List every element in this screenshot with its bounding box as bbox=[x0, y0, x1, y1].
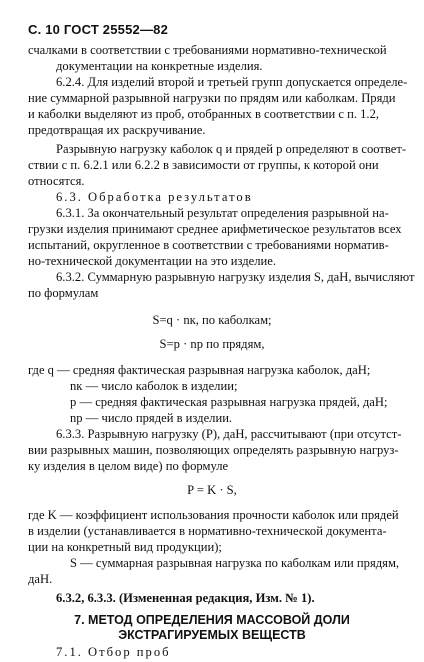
text-line: 6.2.4. Для изделий второй и третьей групп допускается определе- bbox=[56, 75, 408, 89]
text-line: где q — средняя фактическая разрывная нагрузка каболок, даН; bbox=[28, 363, 371, 377]
text-line: ние суммарной разрывной нагрузки по прядям или каболкам. Пряди bbox=[28, 91, 396, 105]
amendment-note: 6.3.2, 6.3.3. (Измененная редакция, Изм. № 1). bbox=[56, 591, 315, 605]
text-line: и каболки выделяют из проб, отобранных в соответствии с п. 1.2, bbox=[28, 107, 380, 121]
text-line: 6.3.2. Суммарную разрывную нагрузку изделия S, даН, вычисляют bbox=[56, 270, 415, 284]
text-line: относятся. bbox=[28, 174, 85, 188]
text-line: даН. bbox=[28, 572, 53, 586]
text-line: ции на конкретный вид продукции); bbox=[28, 540, 222, 554]
formula: S=q · nк, по каболкам; bbox=[152, 313, 272, 327]
text-line: 6.3.3. Разрывную нагрузку (P), даН, рассчитывают (при отсутст- bbox=[56, 427, 402, 441]
formula: P = K · S, bbox=[187, 483, 237, 497]
text-line: по формулам bbox=[28, 286, 99, 300]
text-line: p — средняя фактическая разрывная нагрузка прядей, даН; bbox=[70, 395, 388, 409]
text-line: но-технической документации на это изделие. bbox=[28, 254, 277, 268]
text-line: S — суммарная разрывная нагрузка по каболкам или прядям, bbox=[70, 556, 400, 570]
text-line: Разрывную нагрузку каболок q и прядей p определяют в соответ- bbox=[56, 142, 407, 156]
text-line: документации на конкретные изделия. bbox=[56, 59, 263, 73]
text-line: вии разрывных машин, позволяющих определять разрывную нагруз- bbox=[28, 443, 399, 457]
formula: S=p · nр по прядям, bbox=[159, 337, 265, 351]
text-line: nр — число прядей в изделии. bbox=[70, 411, 233, 425]
text-line: грузки изделия принимают среднее арифметическое результатов всех bbox=[28, 222, 402, 236]
text-line: nк — число каболок в изделии; bbox=[70, 379, 238, 393]
section-heading: 7. МЕТОД ОПРЕДЕЛЕНИЯ МАССОВОЙ ДОЛИ bbox=[74, 613, 350, 627]
subsection-heading: 7.1. Отбор проб bbox=[56, 645, 171, 659]
text-line: испытаний, округленное в соответствии с требованиями норматив- bbox=[28, 238, 389, 252]
text-line: предотвращая их раскручивание. bbox=[28, 123, 206, 137]
text-line: ствии с п. 6.2.1 или 6.2.2 в зависимости от группы, к которой они bbox=[28, 158, 379, 172]
section-heading: ЭКСТРАГИРУЕМЫХ ВЕЩЕСТВ bbox=[118, 628, 306, 642]
text-line: в изделии (устанавливается в нормативно-технической документа- bbox=[28, 524, 387, 538]
subsection-heading: 6.3. Обработка результатов bbox=[56, 190, 253, 204]
text-line: где K — коэффициент использования прочности каболок или прядей bbox=[28, 508, 399, 522]
text-line: 6.3.1. За окончательный результат определения разрывной на- bbox=[56, 206, 389, 220]
text-line: счалками в соответствии с требованиями нормативно-технической bbox=[28, 43, 387, 57]
text-line: ку изделия в целом виде) по формуле bbox=[28, 459, 229, 473]
page-header: С. 10 ГОСТ 25552—82 bbox=[28, 22, 169, 37]
